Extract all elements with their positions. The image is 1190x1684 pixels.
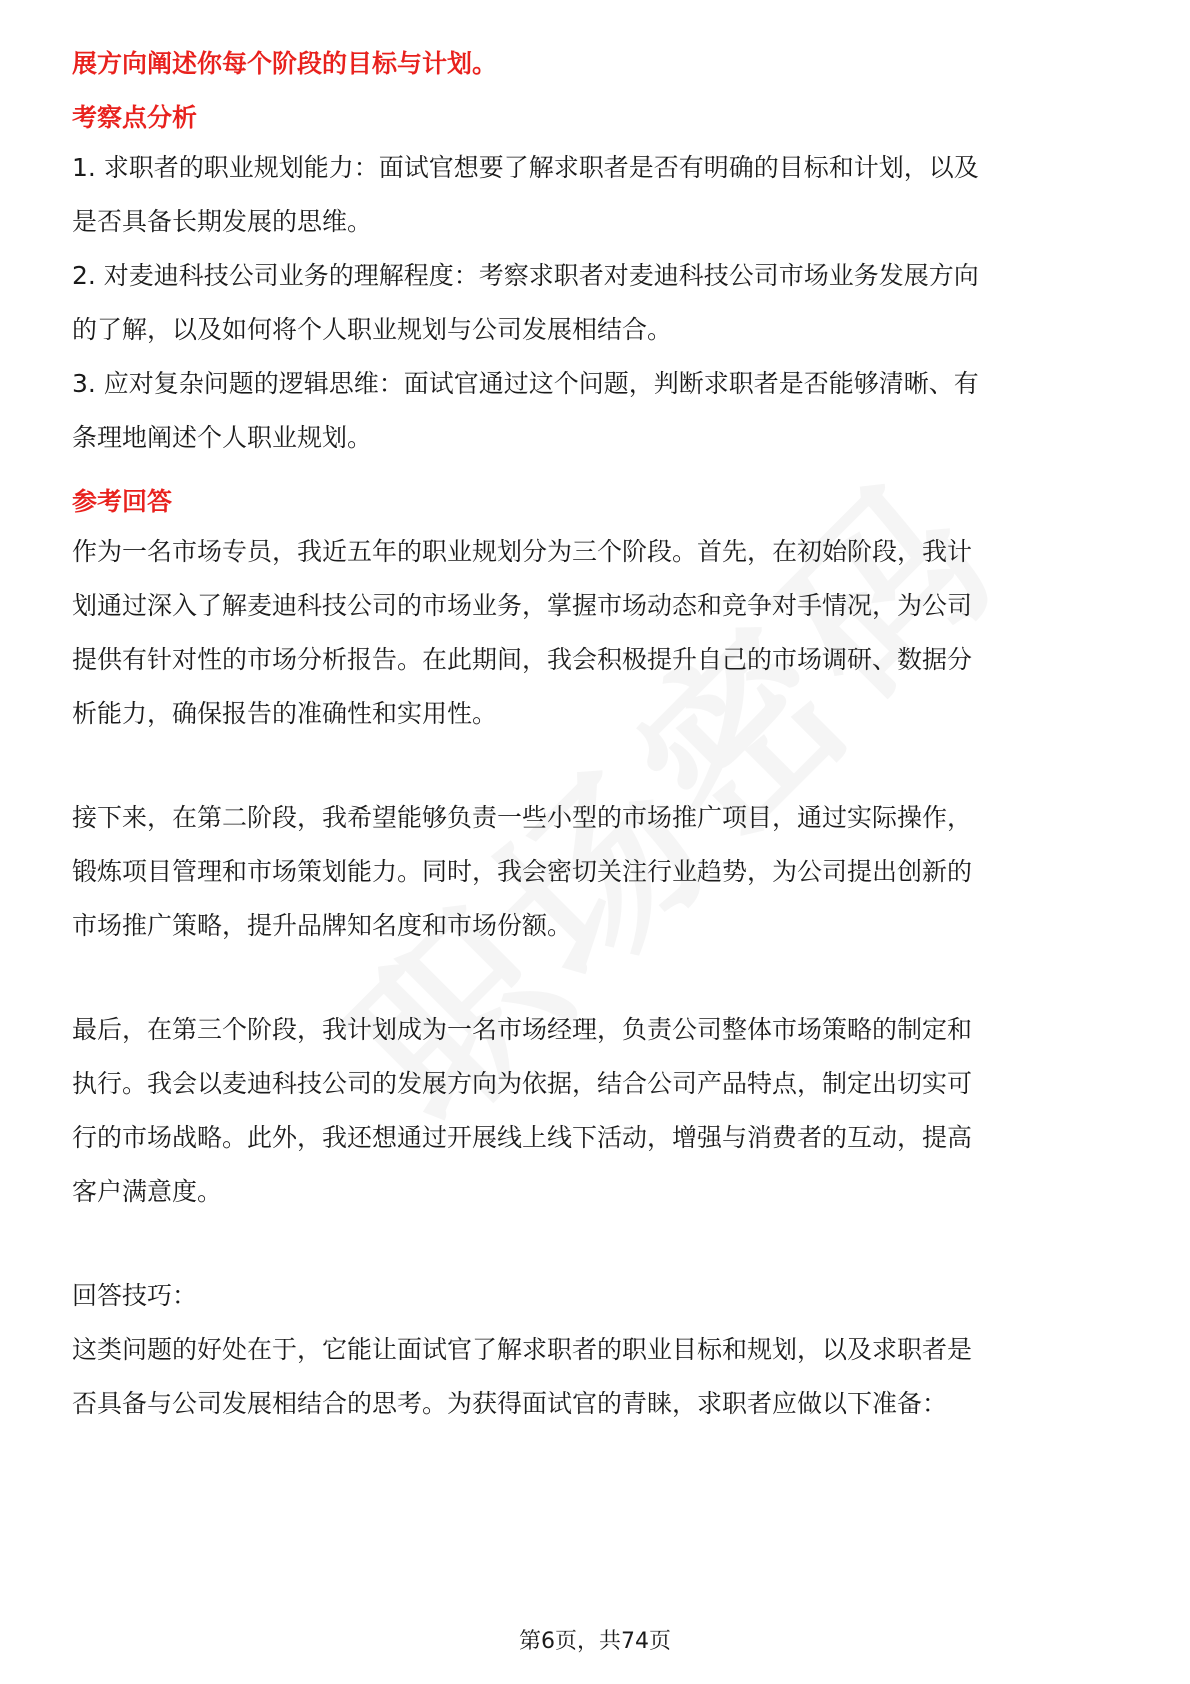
point-line: 条理地阐述个人职业规划。 [72, 423, 373, 452]
intro-line: 展方向阐述你每个阶段的目标与计划。 [72, 49, 498, 78]
section-title-answer: 参考回答 [72, 487, 173, 516]
paragraph-line: 划通过深入了解麦迪科技公司的市场业务，掌握市场动态和竞争对手情况，为公司 [72, 591, 973, 620]
paragraph-line: 这类问题的好处在于，它能让面试官了解求职者的职业目标和规划，以及求职者是 [72, 1335, 973, 1364]
page-footer: 第6页，共74页 [519, 1629, 671, 1654]
point-line: 3. 应对复杂问题的逻辑思维：面试官通过这个问题，判断求职者是否能够清晰、有 [72, 369, 979, 398]
paragraph-line: 客户满意度。 [72, 1177, 223, 1206]
tips-title: 回答技巧： [72, 1281, 198, 1310]
paragraph-line: 市场推广策略，提升品牌知名度和市场份额。 [72, 911, 573, 940]
paragraph-line: 最后，在第三个阶段，我计划成为一名市场经理，负责公司整体市场策略的制定和 [72, 1015, 973, 1044]
paragraph-line: 锻炼项目管理和市场策划能力。同时，我会密切关注行业趋势，为公司提出创新的 [72, 857, 973, 886]
paragraph-line: 作为一名市场专员，我近五年的职业规划分为三个阶段。首先，在初始阶段，我计 [72, 537, 973, 566]
paragraph-line: 行的市场战略。此外，我还想通过开展线上线下活动，增强与消费者的互动，提高 [72, 1123, 973, 1152]
point-line: 是否具备长期发展的思维。 [72, 207, 373, 236]
point-line: 的了解，以及如何将个人职业规划与公司发展相结合。 [72, 315, 673, 344]
paragraph-line: 提供有针对性的市场分析报告。在此期间，我会积极提升自己的市场调研、数据分 [72, 645, 973, 674]
paragraph-line: 否具备与公司发展相结合的思考。为获得面试官的青睐，求职者应做以下准备： [72, 1389, 948, 1418]
point-line: 1. 求职者的职业规划能力：面试官想要了解求职者是否有明确的目标和计划，以及 [72, 153, 979, 182]
point-line: 2. 对麦迪科技公司业务的理解程度：考察求职者对麦迪科技公司市场业务发展方向 [72, 261, 979, 290]
section-title-analysis: 考察点分析 [72, 103, 198, 132]
paragraph-line: 析能力，确保报告的准确性和实用性。 [72, 699, 498, 728]
paragraph-line: 接下来，在第二阶段，我希望能够负责一些小型的市场推广项目，通过实际操作， [72, 803, 973, 832]
paragraph-line: 执行。我会以麦迪科技公司的发展方向为依据，结合公司产品特点，制定出切实可 [72, 1069, 973, 1098]
